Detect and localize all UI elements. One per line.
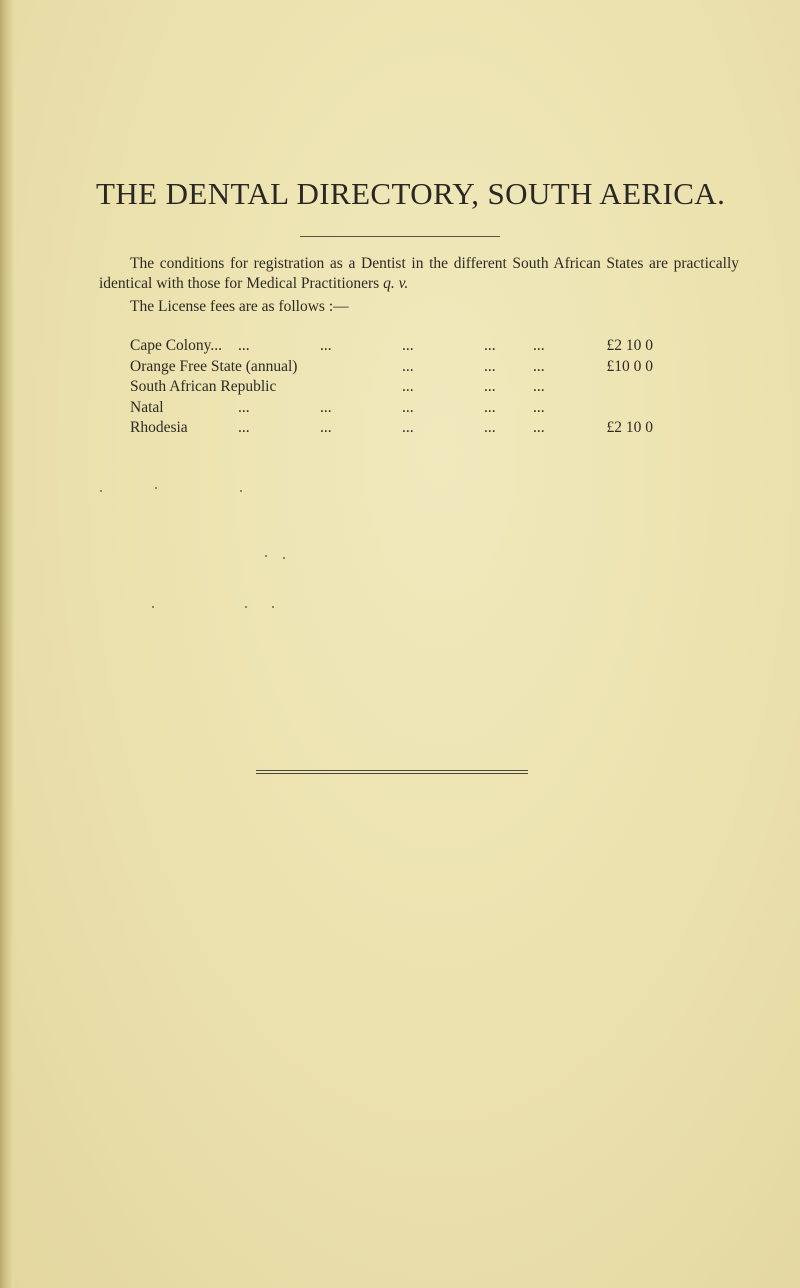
- page-title: THE DENTAL DIRECTORY, SOUTH AERICA.: [96, 176, 726, 211]
- fee-amount: £2 10 0: [606, 337, 653, 354]
- paper-speck: [100, 490, 102, 492]
- fee-amount: £10 0 0: [606, 357, 653, 375]
- fee-row-cape-colony: Cape Colony... ... ... ... ... ... £2 10 0: [130, 336, 670, 357]
- fee-amount: £2 10 0: [606, 419, 653, 436]
- paper-speck: [245, 606, 247, 608]
- paragraph-text: The conditions for registration as a Dentist in the different South African States are practically identical with those for Medical Practitioners: [99, 255, 739, 292]
- title-rule: [300, 236, 500, 237]
- paper-speck: [283, 557, 285, 559]
- fee-row-natal: Natal ... ... ... ... ...: [130, 398, 670, 419]
- fee-name: Cape Colony...: [130, 337, 222, 354]
- paper-speck: [240, 490, 242, 492]
- page-spine-shadow: [0, 0, 14, 1288]
- paper-speck: [155, 487, 157, 489]
- fee-name: Orange Free State (annual): [130, 357, 298, 375]
- fees-list: [130, 336, 670, 439]
- fee-name: Natal: [130, 398, 164, 416]
- fee-name: Rhodesia: [130, 419, 188, 436]
- fee-row-orange-free-state: Orange Free State (annual) ... ... ... £10 0 0: [130, 357, 670, 378]
- closing-double-rule: [256, 770, 528, 774]
- paper-speck: [152, 606, 154, 608]
- fees-intro: The License fees are as follows :—: [130, 298, 349, 315]
- rule-line: [256, 773, 528, 774]
- fee-name: South African Republic: [130, 378, 277, 395]
- fee-row-rhodesia: Rhodesia ... ... ... ... ... £2 10 0: [130, 418, 670, 439]
- rule-line: [256, 770, 528, 771]
- paragraph-reference: q. v.: [383, 275, 409, 292]
- paper-speck: [272, 606, 274, 608]
- fee-row-south-african-republic: South African Republic ... ... ...: [130, 377, 670, 398]
- registration-paragraph: [99, 254, 739, 294]
- paper-speck: [265, 555, 267, 557]
